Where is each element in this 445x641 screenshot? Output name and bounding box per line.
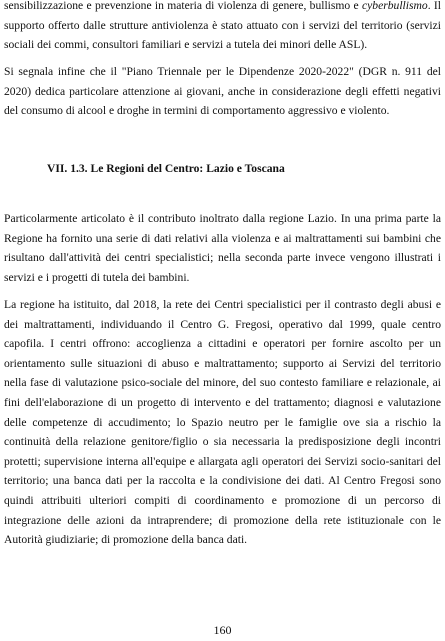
section-heading: VII. 1.3. Le Regioni del Centro: Lazio e Toscana	[47, 162, 285, 175]
paragraph-2: Si segnala infine che il "Piano Triennale per le Dipendenze 2020-2022" (DGR n. 911 del 2020) dedica particolare attenzione ai giovani, anche in considerazione degli effetti negativi del consumo di alcool e droghe in termini di comportamento aggressivo e violento.	[4, 65, 441, 118]
paragraph-1-text-b: . Il supporto offerto dalle strutture antiviolenza è stato attuato con i servizi del territorio (servizi sociali dei commi, consultori familiari e servizi a tutela dei minori delle ASL).	[4, 0, 441, 52]
paragraph-3: Particolarmente articolato è il contributo inoltrato dalla regione Lazio. In una prima parte la Regione ha fornito una serie di dati relativi alla violenza e ai maltrattamenti sui bambini che risultano dall'attività dei centri specialistici; nella seconda parte invece vengono illustrati i servizi e i progetti di tutela dei bambini.	[4, 212, 441, 284]
paragraph-1-text-a: sensibilizzazione e prevenzione in materia di violenza di genere, bullismo e	[4, 0, 362, 12]
paragraph-1-emphasis: cyberbullismo	[362, 0, 428, 12]
paragraph-1	[4, 0, 441, 55]
page-number: 160	[213, 623, 232, 637]
paragraph-4: La regione ha istituito, dal 2018, la rete dei Centri specialistici per il contrasto degli abusi e dei maltrattamenti, individuando il Centro G. Fregosi, operativo dal 1999, quale centro capofila. I centri offrono: accoglienza a cittadini e operatori per fornire ascolto per un orientamento sulle situazioni di abuso e maltrattamento; supporto ai Servizi del territorio nella fase di valutazione psico-sociale del minore, del suo contesto familiare e relazionale, ai fini dell'elaborazione di un progetto di intervento e del trattamento; diagnosi e valutazione delle competenze di accudimento; lo Spazio neutro per le famiglie ove sia a rischio la continuità della relazione genitore/figlio o sia necessaria la predisposizione degli incontri protetti; supervisione interna all'equipe e allargata agli operatori dei Servizi socio-sanitari del territorio; una banca dati per la raccolta e la condivisione dei dati. Al Centro Fregosi sono quindi attribuiti ulteriori compiti di coordinamento e promozione di un percorso di integrazione delle azioni da intraprendere; di promozione della rete istituzionale con le Autorità giudiziarie; di promozione della banca dati.	[4, 298, 441, 547]
